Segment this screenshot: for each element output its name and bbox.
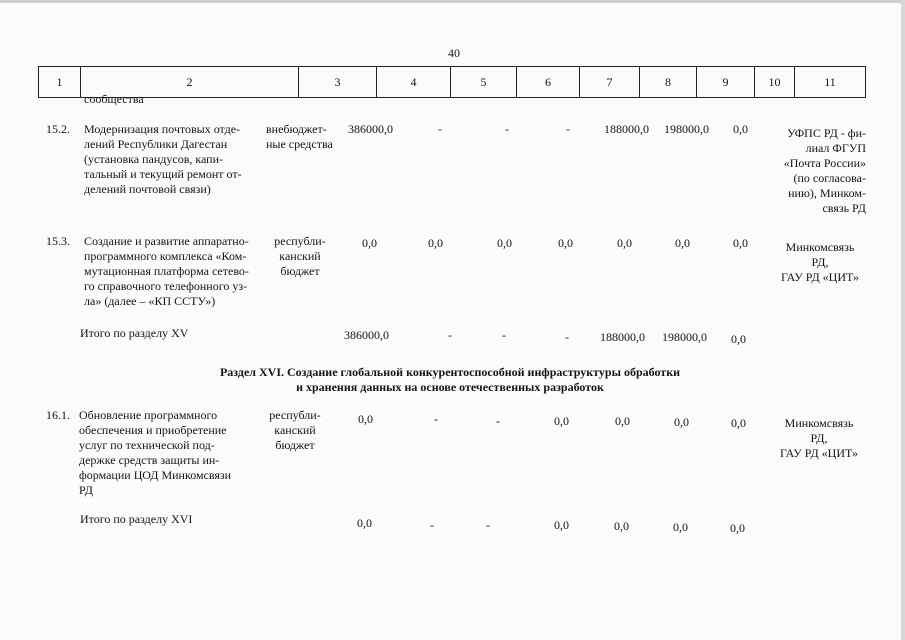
- column-header: 7: [580, 67, 640, 98]
- row-number: 15.2.: [46, 122, 70, 136]
- value-col-6: -: [505, 122, 509, 136]
- value-col-6: 0,0: [497, 236, 512, 250]
- column-header: 6: [517, 67, 580, 98]
- section-heading: Раздел XVI. Создание глобальной конкурентоспособной инфраструктуры обработки и хранения данных на основе отечественных разработок: [219, 365, 681, 394]
- column-header: 3: [299, 67, 377, 98]
- funding-source: республи- канский бюджет: [274, 234, 326, 278]
- value-col-4: 0,0: [357, 516, 372, 530]
- value-col-7: 0,0: [558, 236, 573, 250]
- value-col-8: 0,0: [617, 236, 632, 250]
- value-col-10: 0,0: [731, 332, 746, 346]
- column-header: 2: [81, 67, 299, 98]
- value-col-4: 0,0: [358, 412, 373, 426]
- value-col-7: 0,0: [554, 518, 569, 532]
- value-col-5: 0,0: [428, 236, 443, 250]
- executor: Минкомсвязь РД, ГАУ РД «ЦИТ»: [779, 416, 859, 460]
- measure-name: Модернизация почтовых отде- лений Республики Дагестан (установка пандусов, капи- тальный и текущий ремонт от- делений почтовой связи): [84, 122, 242, 196]
- column-header: 5: [451, 67, 517, 98]
- executor: Минкомсвязь РД, ГАУ РД «ЦИТ»: [780, 240, 860, 284]
- column-header: 9: [697, 67, 755, 98]
- column-number-header: [38, 66, 866, 98]
- executor: УФПС РД - фи- лиал ФГУП «Почта России» (по согласова- нию), Минком- связь РД: [783, 126, 866, 215]
- measure-name: Обновление программного обеспечения и приобретение услуг по технической под- держке средств защиты ин- формации ЦОД Минкомсвязи РД: [79, 408, 232, 497]
- value-col-5: -: [438, 122, 442, 136]
- row-number: 15.3.: [46, 234, 70, 248]
- total-label: Итого по разделу XVI: [80, 512, 193, 526]
- continuation-text: сообщества: [84, 92, 144, 106]
- funding-source: республи- канский бюджет: [269, 408, 321, 452]
- value-col-9: 198000,0: [664, 122, 709, 136]
- column-header: 8: [640, 67, 697, 98]
- value-col-6: -: [486, 518, 490, 532]
- scan-edge-top: [0, 0, 905, 3]
- value-col-10: 0,0: [731, 416, 746, 430]
- value-col-10: 0,0: [733, 236, 748, 250]
- value-col-9: 198000,0: [662, 330, 707, 344]
- value-col-5: -: [448, 328, 452, 342]
- value-col-5: -: [430, 518, 434, 532]
- page-number: 40: [448, 46, 460, 60]
- column-header: 10: [755, 67, 795, 98]
- value-col-8: 0,0: [614, 519, 629, 533]
- value-col-7: -: [566, 122, 570, 136]
- scan-edge-right: [901, 0, 905, 640]
- value-col-4: 386000,0: [344, 328, 389, 342]
- column-header: 11: [795, 67, 866, 98]
- total-label: Итого по разделу XV: [80, 326, 189, 340]
- column-header: 4: [377, 67, 451, 98]
- value-col-10: 0,0: [733, 122, 748, 136]
- value-col-6: -: [496, 414, 500, 428]
- value-col-8: 188000,0: [600, 330, 645, 344]
- value-col-8: 188000,0: [604, 122, 649, 136]
- value-col-9: 0,0: [673, 520, 688, 534]
- value-col-4: 0,0: [362, 236, 377, 250]
- value-col-6: -: [502, 328, 506, 342]
- value-col-9: 0,0: [674, 415, 689, 429]
- value-col-5: -: [434, 412, 438, 426]
- value-col-7: 0,0: [554, 414, 569, 428]
- value-col-4: 386000,0: [348, 122, 393, 136]
- funding-source: внебюджет- ные средства: [266, 122, 333, 151]
- row-number: 16.1.: [46, 408, 70, 422]
- measure-name: Создание и развитие аппаратно- программного комплекса «Ком- мутационная платформа сетево- го справочного телефонного уз- ла» (далее – «КП ССТУ»): [84, 234, 249, 308]
- value-col-7: -: [565, 330, 569, 344]
- value-col-10: 0,0: [730, 521, 745, 535]
- column-header: 1: [39, 67, 81, 98]
- value-col-9: 0,0: [675, 236, 690, 250]
- value-col-8: 0,0: [615, 414, 630, 428]
